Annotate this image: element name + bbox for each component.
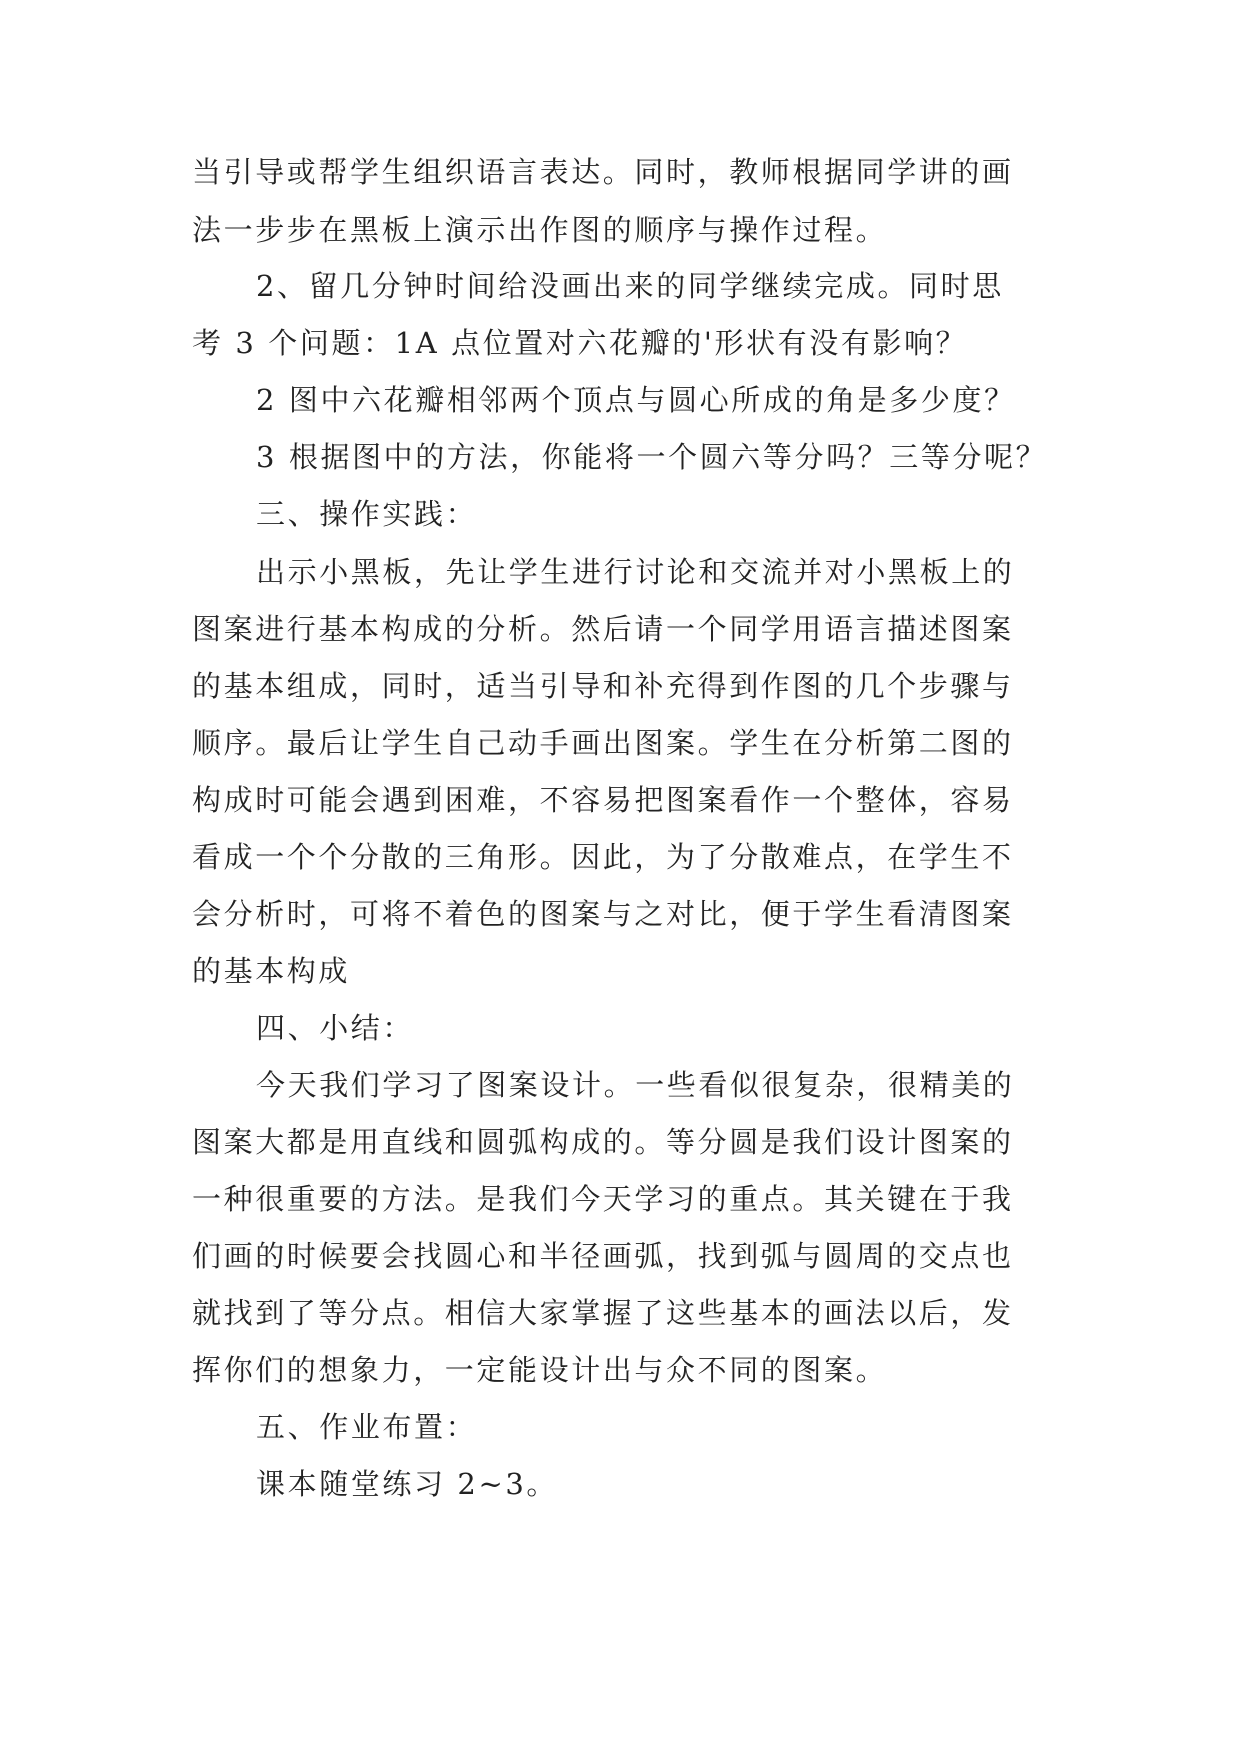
section-heading: 四、小结： [256, 1011, 415, 1045]
text-line: 会分析时，可将不着色的图案与之对比，便于学生看清图案 [192, 897, 1014, 931]
text-line: 图案大都是用直线和圆弧构成的。等分圆是我们设计图案的 [192, 1125, 1014, 1159]
section-heading: 五、作业布置： [256, 1410, 478, 1444]
text-line: 图案进行基本构成的分析。然后请一个同学用语言描述图案 [192, 612, 1014, 646]
text-line: 今天我们学习了图案设计。一些看似很复杂，很精美的 [256, 1068, 1015, 1102]
text-line: 顺序。最后让学生自己动手画出图案。学生在分析第二图的 [192, 726, 1014, 760]
text-line: 课本随堂练习 2~3。 [256, 1467, 559, 1501]
text-line: 们画的时候要会找圆心和半径画弧，找到弧与圆周的交点也 [192, 1239, 1014, 1273]
text-line: 考 3 个问题：1A 点位置对六花瓣的'形状有没有影响？ [192, 326, 968, 360]
text-line: 挥你们的想象力，一定能设计出与众不同的图案。 [192, 1353, 888, 1387]
text-line: 构成时可能会遇到困难，不容易把图案看作一个整体，容易 [192, 783, 1014, 817]
text-line: 3 根据图中的方法，你能将一个圆六等分吗？三等分呢？ [256, 440, 1048, 474]
text-line: 2、留几分钟时间给没画出来的同学继续完成。同时思 [256, 269, 1004, 303]
text-line: 一种很重要的方法。是我们今天学习的重点。其关键在于我 [192, 1182, 1014, 1216]
text-line: 2 图中六花瓣相邻两个顶点与圆心所成的角是多少度？ [256, 383, 1016, 417]
text-line: 的基本组成，同时，适当引导和补充得到作图的几个步骤与 [192, 669, 1014, 703]
section-heading: 三、操作实践： [256, 497, 478, 531]
text-line: 就找到了等分点。相信大家掌握了这些基本的画法以后，发 [192, 1296, 1014, 1330]
text-line: 当引导或帮学生组织语言表达。同时，教师根据同学讲的画 [192, 155, 1014, 189]
text-line: 法一步步在黑板上演示出作图的顺序与操作过程。 [192, 213, 888, 247]
text-line: 出示小黑板，先让学生进行讨论和交流并对小黑板上的 [256, 555, 1015, 589]
text-line: 看成一个个分散的三角形。因此，为了分散难点，在学生不 [192, 840, 1014, 874]
text-line: 的基本构成 [192, 954, 351, 988]
